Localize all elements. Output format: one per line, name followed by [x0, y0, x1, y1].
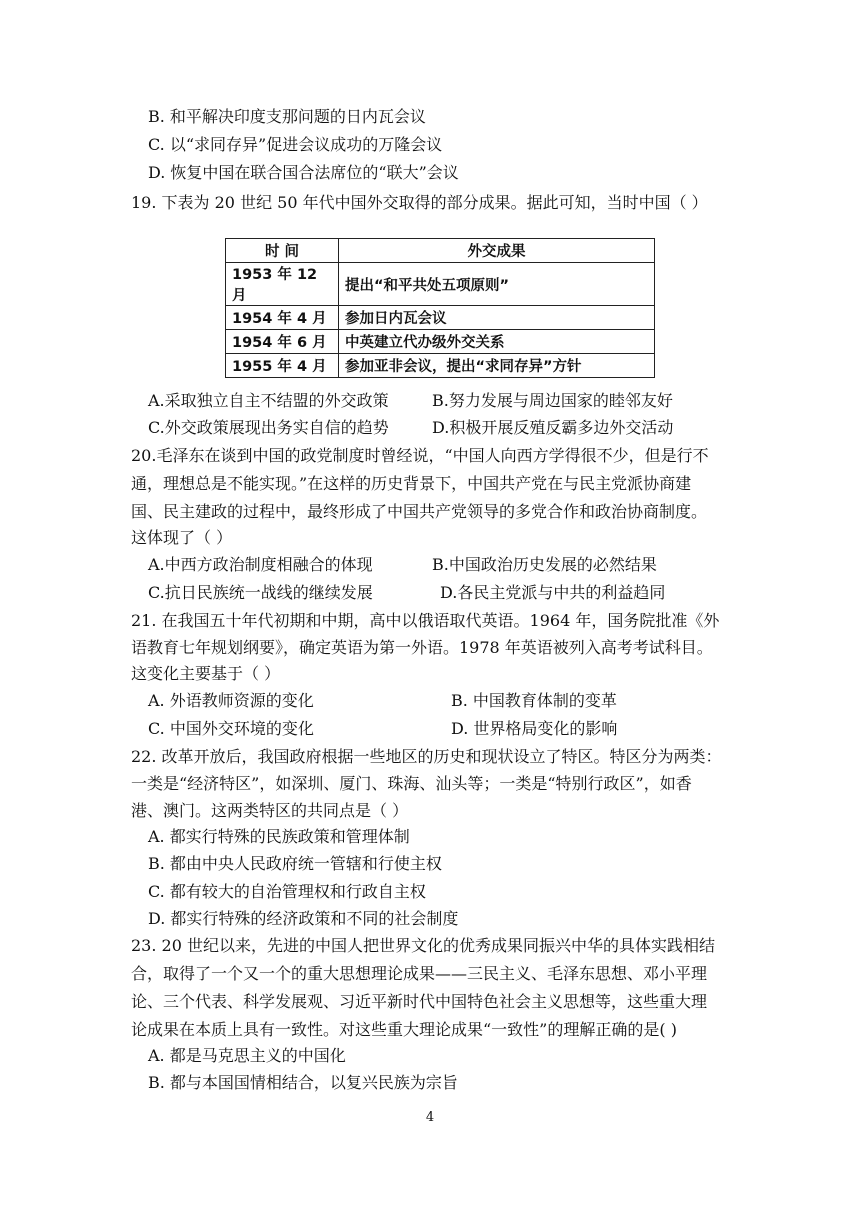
table-cell: 参加亚非会议，提出“求同存异”方针	[339, 354, 655, 378]
q23-stem-line: 论成果在本质上具有一致性。对这些重大理论成果“一致性”的理解正确的是( )	[131, 1020, 677, 1039]
table-row	[226, 306, 655, 330]
q19-table	[225, 238, 655, 378]
q18-option-d: D. 恢复中国在联合国合法席位的“联大”会议	[148, 163, 459, 182]
table-header-row	[226, 239, 655, 263]
table-cell: 1953 年 12 月	[226, 263, 339, 306]
q20-option-d: D.各民主党派与中共的利益趋同	[440, 583, 666, 602]
q23-stem-line: 论、三个代表、科学发展观、习近平新时代中国特色社会主义思想等，这些重大理	[131, 992, 708, 1011]
q20-option-b: B.中国政治历史发展的必然结果	[432, 555, 657, 574]
table-cell: 参加日内瓦会议	[339, 306, 655, 330]
q22-stem-line: 港、澳门。这两类特区的共同点是（ ）	[131, 801, 409, 820]
q20-stem-line: 20.毛泽东在谈到中国的政党制度时曾经说，“中国人向西方学得很不少，但是行不	[131, 446, 709, 465]
q19-option-a: A.采取独立自主不结盟的外交政策	[148, 391, 389, 410]
q23-stem-line: 合，取得了一个又一个的重大思想理论成果——三民主义、毛泽东思想、邓小平理	[131, 964, 708, 983]
q19-option-d: D.积极开展反殖反霸多边外交活动	[432, 418, 674, 437]
q19-stem: 19. 下表为 20 世纪 50 年代中国外交取得的部分成果。据此可知，当时中国（ ）	[131, 193, 708, 212]
q19-option-b: B.努力发展与周边国家的睦邻友好	[432, 391, 673, 410]
q23-option-b: B. 都与本国国情相结合，以复兴民族为宗旨	[148, 1073, 458, 1092]
q20-option-c: C.抗日民族统一战线的继续发展	[148, 583, 373, 602]
table-cell: 1955 年 4 月	[226, 354, 339, 378]
q22-option-a: A. 都实行特殊的民族政策和管理体制	[148, 827, 410, 846]
q21-stem-line: 这变化主要基于（ ）	[131, 664, 281, 683]
page-number: 4	[425, 1110, 435, 1125]
q21-option-b: B. 中国教育体制的变革	[451, 691, 617, 710]
table-row	[226, 263, 655, 306]
q22-stem-line: 一类是“经济特区”，如深圳、厦门、珠海、汕头等；一类是“特别行政区”，如香	[131, 774, 692, 793]
q23-option-a: A. 都是马克思主义的中国化	[148, 1046, 346, 1065]
q19-option-c: C.外交政策展现出务实自信的趋势	[148, 418, 389, 437]
q22-stem-line: 22. 改革开放后，我国政府根据一些地区的历史和现状设立了特区。特区分为两类：	[131, 747, 722, 766]
table-cell: 1954 年 4 月	[226, 306, 339, 330]
q18-option-b: B. 和平解决印度支那问题的日内瓦会议	[148, 107, 426, 126]
q20-stem-line: 国、民主建政的过程中，最终形成了中国共产党领导的多党合作和政治协商制度。	[131, 502, 708, 521]
table-cell: 中英建立代办级外交关系	[339, 330, 655, 354]
q22-option-d: D. 都实行特殊的经济政策和不同的社会制度	[148, 909, 459, 928]
q18-option-c: C. 以“求同存异”促进会议成功的万隆会议	[148, 135, 443, 154]
q21-stem-line: 语教育七年规划纲要》，确定英语为第一外语。1978 年英语被列入高考考试科目。	[131, 638, 713, 657]
q21-option-d: D. 世界格局变化的影响	[451, 719, 618, 738]
table-row	[226, 354, 655, 378]
table-header: 时 间	[226, 239, 339, 263]
q20-option-a: A.中西方政治制度相融合的体现	[148, 555, 373, 574]
q21-option-c: C. 中国外交环境的变化	[148, 719, 314, 738]
table-row	[226, 330, 655, 354]
q22-option-c: C. 都有较大的自治管理权和行政自主权	[148, 882, 426, 901]
q21-stem-line: 21. 在我国五十年代初期和中期，高中以俄语取代英语。1964 年，国务院批准《外	[131, 611, 720, 630]
q20-stem-line: 这体现了（ ）	[131, 528, 233, 547]
table-cell: 1954 年 6 月	[226, 330, 339, 354]
q21-option-a: A. 外语教师资源的变化	[148, 691, 314, 710]
table-header: 外交成果	[339, 239, 655, 263]
table-cell: 提出“和平共处五项原则”	[339, 263, 655, 306]
q20-stem-line: 通，理想总是不能实现。”在这样的历史背景下，中国共产党在与民主党派协商建	[131, 474, 692, 493]
q23-stem-line: 23. 20 世纪以来，先进的中国人把世界文化的优秀成果同振兴中华的具体实践相结	[131, 936, 715, 955]
q22-option-b: B. 都由中央人民政府统一管辖和行使主权	[148, 854, 442, 873]
